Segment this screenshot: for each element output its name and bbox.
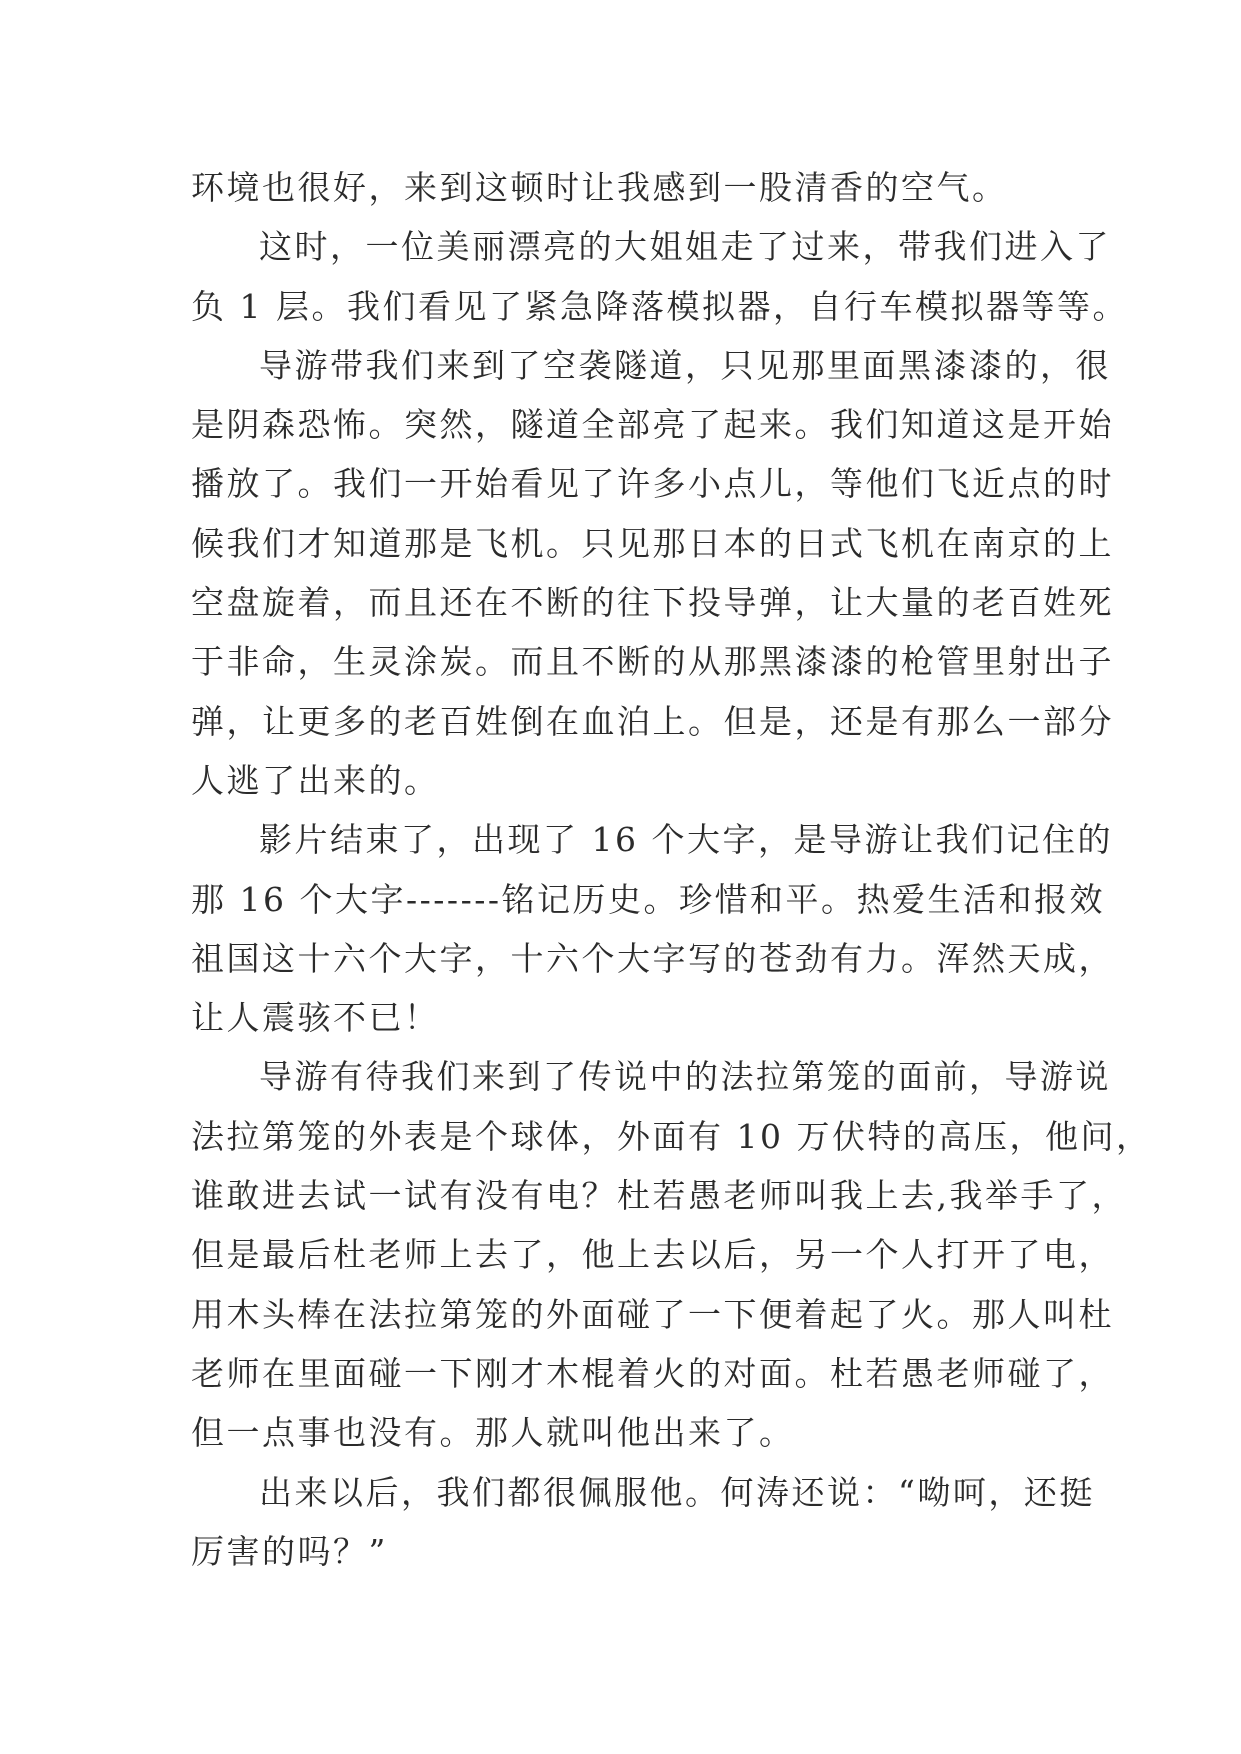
text-line: 于非命，生灵涂炭。而且不断的从那黑漆漆的枪管里射出子	[191, 642, 1114, 682]
text-line: 厉害的吗？”	[191, 1531, 388, 1571]
text-line: 谁敢进去试一试有没有电？杜若愚老师叫我上去,我举手了，	[191, 1176, 1127, 1216]
paragraph-2	[191, 217, 1128, 336]
text-line: 这时，一位美丽漂亮的大姐姐走了过来，带我们进入了	[259, 227, 1111, 267]
paragraph-5	[191, 1047, 1152, 1462]
text-line: 环境也很好，来到这顿时让我感到一股清香的空气。	[191, 168, 1008, 207]
paragraph-1	[191, 158, 1051, 217]
paragraph-3	[191, 336, 1114, 810]
text-line: 法拉第笼的外表是个球体，外面有 10 万伏特的高压，他问，	[191, 1116, 1152, 1156]
text-line: 负 1 层。我们看见了紧急降落模拟器，自行车模拟器等等。	[191, 286, 1128, 326]
document-body	[191, 158, 1152, 1581]
text-line: 影片结束了，出现了 16 个大字，是导游让我们记住的	[259, 820, 1113, 860]
text-line: 让人震骇不已！	[191, 998, 440, 1038]
text-line: 导游带我们来到了空袭隧道，只见那里面黑漆漆的，很	[259, 345, 1111, 385]
text-line: 导游有待我们来到了传说中的法拉第笼的面前，导游说	[259, 1057, 1111, 1097]
text-line: 弹，让更多的老百姓倒在血泊上。但是，还是有那么一部分	[191, 701, 1114, 741]
text-line: 人逃了出来的。	[191, 760, 440, 800]
paragraph-4	[191, 810, 1114, 1047]
text-line: 老师在里面碰一下刚才木棍着火的对面。杜若愚老师碰了，	[191, 1353, 1114, 1393]
text-line: 是阴森恐怖。突然，隧道全部亮了起来。我们知道这是开始	[191, 405, 1114, 445]
text-line: 出来以后，我们都很佩服他。何涛还说：“呦呵，还挺	[259, 1472, 1095, 1512]
text-line: 播放了。我们一开始看见了许多小点儿，等他们飞近点的时	[191, 464, 1114, 504]
text-line: 那 16 个大字-------铭记历史。珍惜和平。热爱生活和报效	[191, 879, 1106, 919]
text-line: 候我们才知道那是飞机。只见那日本的日式飞机在南京的上	[191, 523, 1114, 563]
paragraph-6	[191, 1463, 1095, 1582]
text-line: 但一点事也没有。那人就叫他出来了。	[191, 1413, 795, 1453]
text-line: 空盘旋着，而且还在不断的往下投导弹，让大量的老百姓死	[191, 583, 1114, 623]
text-line: 祖国这十六个大字，十六个大字写的苍劲有力。浑然天成，	[191, 938, 1114, 978]
text-line: 用木头棒在法拉第笼的外面碰了一下便着起了火。那人叫杜	[191, 1294, 1114, 1334]
text-line: 但是最后杜老师上去了，他上去以后，另一个人打开了电，	[191, 1235, 1114, 1275]
